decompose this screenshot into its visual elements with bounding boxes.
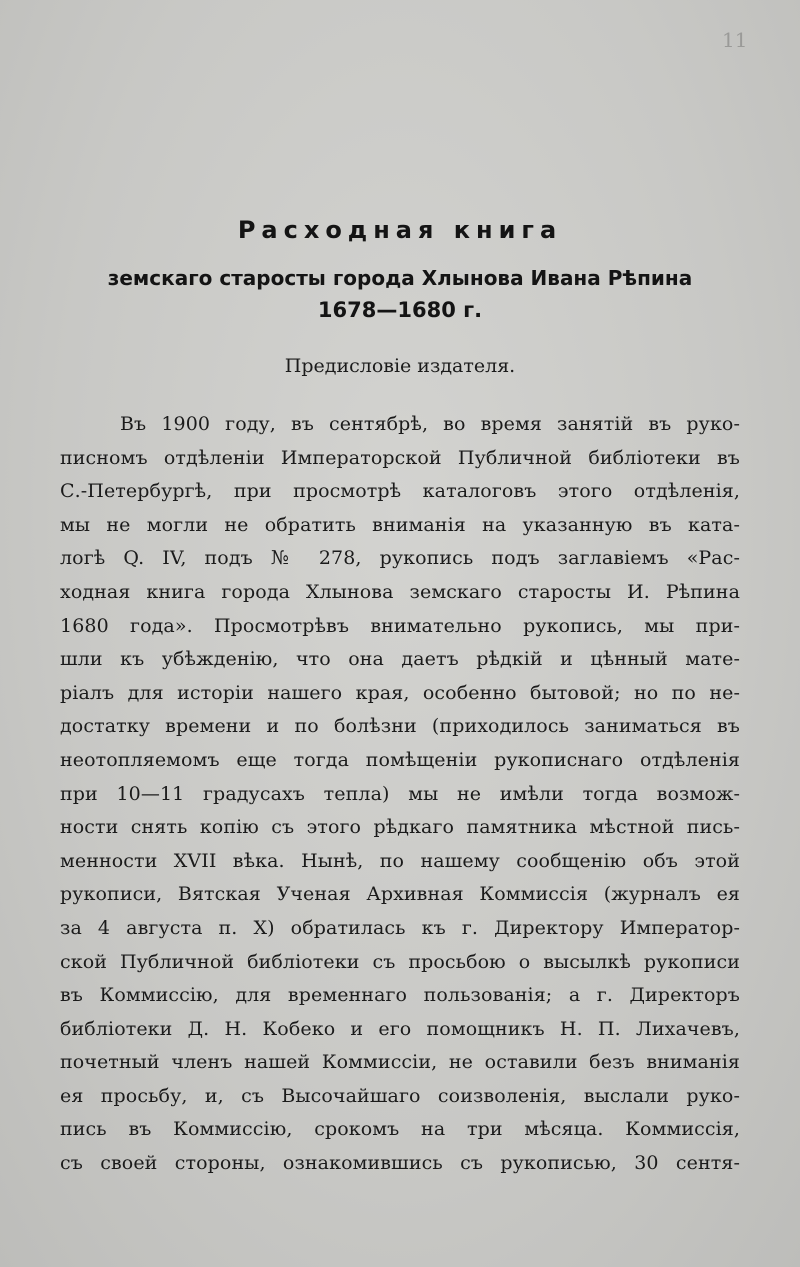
text-line: пись въ Коммиссію, срокомъ на три мѣсяца. Коммиссія, xyxy=(60,1118,740,1141)
text-line: достатку времени и по болѣзни (приходилось заниматься въ xyxy=(60,715,740,738)
text-line: мы не могли не обратить вниманія на указанную въ ката- xyxy=(60,513,740,536)
text-line: Въ 1900 году, въ сентябрѣ, во время занятій въ руко- xyxy=(120,413,740,435)
document-subtitle: земскаго старосты города Хлынова Ивана Рѣпина xyxy=(107,266,693,290)
text-line: почетный членъ нашей Коммиссіи, не оставили безъ вниманія xyxy=(60,1051,740,1074)
text-line: библіотеки Д. Н. Кобеко и его помощникъ Н. П. Лихачевъ, xyxy=(60,1017,740,1040)
text-line: въ Коммиссію, для временнаго пользованія; а г. Директоръ xyxy=(60,984,740,1007)
text-line: ріалъ для исторіи нашего края, особенно бытовой; но по не- xyxy=(60,681,740,704)
page-number: 11 xyxy=(722,28,748,52)
text-line: ности снять копію съ этого рѣдкаго памятника мѣстной пись- xyxy=(60,816,740,839)
text-line: шли къ убѣжденію, что она даетъ рѣдкій и цѣнный мате- xyxy=(60,648,740,671)
text-line: ской Публичной библіотеки съ просьбою о высылкѣ рукописи xyxy=(60,950,740,973)
text-line: С.-Петербургѣ, при просмотрѣ каталоговъ этого отдѣленія, xyxy=(60,480,740,503)
text-line: рукописи, Вятская Ученая Архивная Коммиссія (журналъ ея xyxy=(60,883,740,906)
text-line: 1680 года». Просмотрѣвъ внимательно рукопись, мы при- xyxy=(60,614,740,637)
section-heading-preface: Предисловіе издателя. xyxy=(284,355,516,377)
text-line: ея просьбу, и, съ Высочайшаго соизволенія, выслали руко- xyxy=(60,1084,740,1107)
document-title: Расходная книга xyxy=(237,216,563,244)
text-line: логѣ Q. IV, подъ № 278, рукопись подъ заглавіемъ «Рас- xyxy=(60,547,740,570)
text-line: за 4 августа п. X) обратилась къ г. Директору Император- xyxy=(60,916,740,939)
text-line: писномъ отдѣленіи Императорской Публичной библіотеки въ xyxy=(60,446,740,469)
text-line: менности XVII вѣка. Нынѣ, по нашему сообщенію объ этой xyxy=(60,849,740,872)
document-years: 1678—1680 г. xyxy=(317,298,483,322)
text-line: съ своей стороны, ознакомившись съ рукописью, 30 сентя- xyxy=(60,1152,740,1175)
text-line: при 10—11 градусахъ тепла) мы не имѣли тогда возмож- xyxy=(60,782,740,805)
text-line: ходная книга города Хлынова земскаго старосты И. Рѣпина xyxy=(60,580,740,603)
body-text xyxy=(60,408,740,1181)
text-line: неотопляемомъ еще тогда помѣщеніи рукописнаго отдѣленія xyxy=(60,748,740,771)
